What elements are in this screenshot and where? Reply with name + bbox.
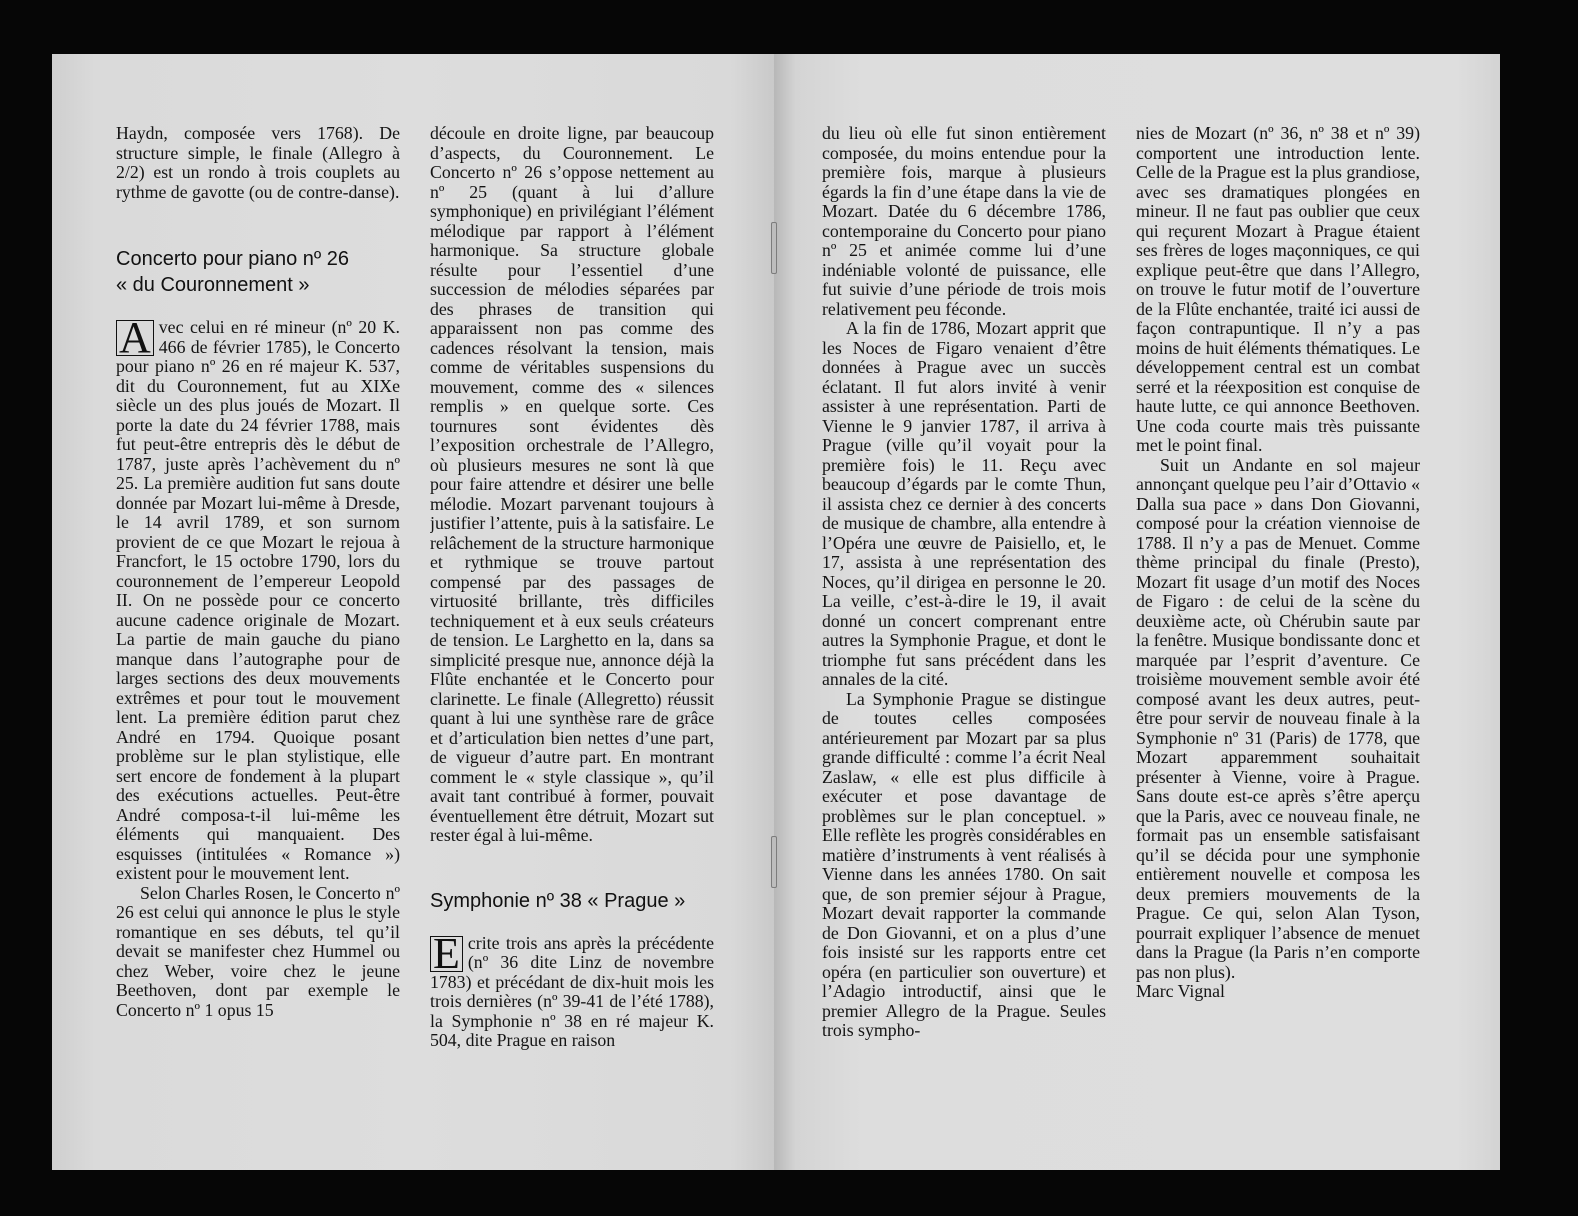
symphony-paragraph-4: La Symphonie Prague se distingue de toutes celles composées antérieurement par Mozart par sa plus grande difficulté : comme l’a écrit Neal Zaslaw, « elle est plus difficile à exécuter et pose davantage de problèmes sur le plan conceptuel. » Elle reflète les progrès considérables en matière d’instruments à vent réalisés à Vienne dans les années 1780. On sait que, de son premier séjour à Prague, Mozart devait rapporter la commande de Don Giovanni, et on a plus d’une fois insisté sur les rapports entre cet opéra (en particulier son ouverture) et l’Adagio introductif, ainsi que le premier Allegro de la Prague. Seules trois sympho-: [822, 688, 1106, 1040]
intro-paragraph: Haydn, composée vers 1768). De structure simple, le finale (Allegro à 2/2) est un rondo à trois couplets au rythme de gavotte (ou de contre-danse).: [116, 124, 400, 202]
concerto-paragraph-3: découle en droite ligne, par beaucoup d’aspects, du Couronnement. Le Concerto nº 26 s’oppose nettement au nº 25 (quant à lui d’allure symphonique) en privilégiant l’élément mélodique par rapport à l’élément harmonique. Sa structure globale résulte pour l’essentiel d’une succession de mélodies séparées par des phrases de transition qui apparaissent non pas comme des cadences résolvant la tension, mais comme de véritables suspensions du mouvement, comme des « silences remplis » en quelque sorte. Ces tournures sont évidentes dès l’exposition orchestrale de l’Allegro, où plusieurs mesures ne sont là que pour faire attendre et désirer une belle mélodie. Mozart parvenant toujours à justifier l’attente, puis à la satisfaire. Le relâchement de la structure harmonique et rythmique se trouve partout compensé par des passages de virtuosité brillante, très difficiles techniquement et à eux seuls créateurs de tension. Le Larghetto en la, dans sa simplicité presque nue, annonce déjà la Flûte enchantée et le Concerto pour clarinette. Le finale (Allegretto) réussit quant à lui une synthèse rare de grâce et d’articulation bien nettes d’une part, de vigueur d’autre part. En montrant comment le « style classique », qu’il avait tant contribué à former, pouvait éventuellement être détruit, Mozart sut rester égal à lui-même.: [430, 124, 714, 845]
binding-staple-bottom: [771, 836, 777, 888]
author-signature: Marc Vignal: [1136, 981, 1225, 1001]
symphony-paragraph-1: crite trois ans après la précédente (nº 36 dite Linz de novembre 1783) et précédant de dix-huit mois les trois dernières (nº 39-41 de l’été 1788), la Symphonie nº 38 en ré majeur K. 504, dite Prague en raison: [430, 932, 714, 1050]
concerto-paragraph-1: vec celui en ré mineur (nº 20 K. 466 de février 1785), le Concerto pour piano nº 26 en ré majeur K. 537, dit du Couronnement, fut au XIXe siècle un des plus joués de Mozart. Il porte la date du 24 février 1788, mais fut peut-être entrepris dès le début de 1787, juste après l’achèvement du nº 25. La première audition fut sans doute donnée par Mozart lui-même à Dresde, le 14 avril 1789, et son surnom provient de ce que Mozart le rejoua à Francfort, le 15 octobre 1790, lors du couronnement de l’empereur Leopold II. On ne possède pour ce concerto aucune cadence originale de Mozart. La partie de main gauche du piano manque dans l’autographe pour de larges sections des deux mouvements extrêmes et pour tout le mouvement lent. La première édition parut chez André en 1794. Quoique posant problème sur le plan stylistique, elle sert encore de fondement à la plupart des exécutions actuelles. Peut-être André composa-t-il lui-même les éléments qui manquaient. Des esquisses (intitulées « Romance ») existent pour le mouvement lent.: [116, 317, 400, 883]
symphony-paragraph-3: A la fin de 1786, Mozart apprit que les Noces de Figaro venaient d’être données à Prague avec un succès éclatant. Il fut alors invité à venir assister à une représentation. Parti de Vienne le 9 janvier 1787, il arriva à Prague (ville qu’il voyait pour la première fois) le 11. Reçu avec beaucoup d’égards par le comte Thun, il assista chez ce dernier à des concerts de musique de chambre, alla entendre à l’Opéra une œuvre de Paisiello, et, le 17, assista à une représentation des Noces, qu’il dirigea en personne le 20. La veille, c’est-à-dire le 19, il avait donné un concert comprenant entre autres la Symphonie Prague, et dont le triomphe fut sans précédent dans les annales de la cité.: [822, 318, 1106, 689]
left-page-column-2: [430, 124, 714, 1084]
drop-cap-e: E: [430, 936, 463, 972]
section-heading-concerto-line2: « du Couronnement »: [116, 274, 310, 296]
binding-staple-top: [771, 222, 777, 274]
left-page-column-1: [116, 124, 400, 1084]
concerto-paragraph-2: Selon Charles Rosen, le Concerto nº 26 est celui qui annonce le plus le style romantique en ses débuts, tel qu’il devait se manifester chez Hummel ou chez Weber, voire chez le jeune Beethoven, dont par exemple le Concerto nº 1 opus 15: [116, 882, 400, 1020]
symphony-paragraph-6: Suit un Andante en sol majeur annonçant quelque peu l’air d’Ottavio « Dalla sua pace » dans Don Giovanni, composé pour la création viennoise de 1788. Il n’y a pas de Menuet. Comme thème principal du finale (Presto), Mozart fit usage d’un motif des Noces de Figaro : de celui de la scène du deuxième acte, où Chérubin saute par la fenêtre. Musique bondissante donc et marquée par l’esprit d’aventure. Ce troisième mouvement semble avoir été composé avant les deux autres, peut-être pour servir de nouveau finale à la Symphonie nº 31 (Paris) de 1778, que Mozart apparemment souhaitait présenter à Vienne, voire à Prague. Sans doute est-ce après s’être aperçu que la Paris, avec ce nouveau finale, ne formait pas un ensemble satisfaisant qu’il se décida pour une symphonie entièrement nouvelle et composa les deux premiers mouvements de la Prague. Ce qui, selon Alan Tyson, pourrait expliquer l’absence de menuet dans la Prague (la Paris n’en comporte pas non plus).: [1136, 454, 1420, 982]
right-page-column-1: [822, 124, 1106, 1084]
right-page-column-2: [1136, 124, 1420, 1084]
symphony-paragraph-2: du lieu où elle fut sinon entièrement composée, du moins entendue pour la première fois, marque à plusieurs égards la fin d’une étape dans la vie de Mozart. Datée du 6 décembre 1786, contemporaine du Concerto pour piano nº 25 et animée comme lui d’une indéniable volonté de puissance, elle fut suivie d’une période de trois mois relativement peu féconde.: [822, 124, 1106, 319]
section-heading-concerto-line1: Concerto pour piano nº 26: [116, 248, 350, 270]
section-heading-symphony: Symphonie nº 38 « Prague »: [430, 889, 686, 912]
drop-cap-a: A: [116, 320, 154, 356]
symphony-paragraph-5: nies de Mozart (nº 36, nº 38 et nº 39) comportent une introduction lente. Celle de la Prague est la plus grandiose, avec ses dramatiques plongées en mineur. Il ne faut pas oublier que ceux qui reçurent Mozart à Prague étaient ses frères de loges maçonniques, ce qui explique peut-être que dans l’Allegro, on trouve le futur motif de l’ouverture de la Flûte enchantée, traité ici aussi de façon contrapuntique. Il n’y a pas moins de huit éléments thématiques. Le développement central est un combat serré et la réexposition est conquise de haute lutte, ce qui annonce Beethoven. Une coda courte mais très puissante met le point final.: [1136, 124, 1420, 455]
